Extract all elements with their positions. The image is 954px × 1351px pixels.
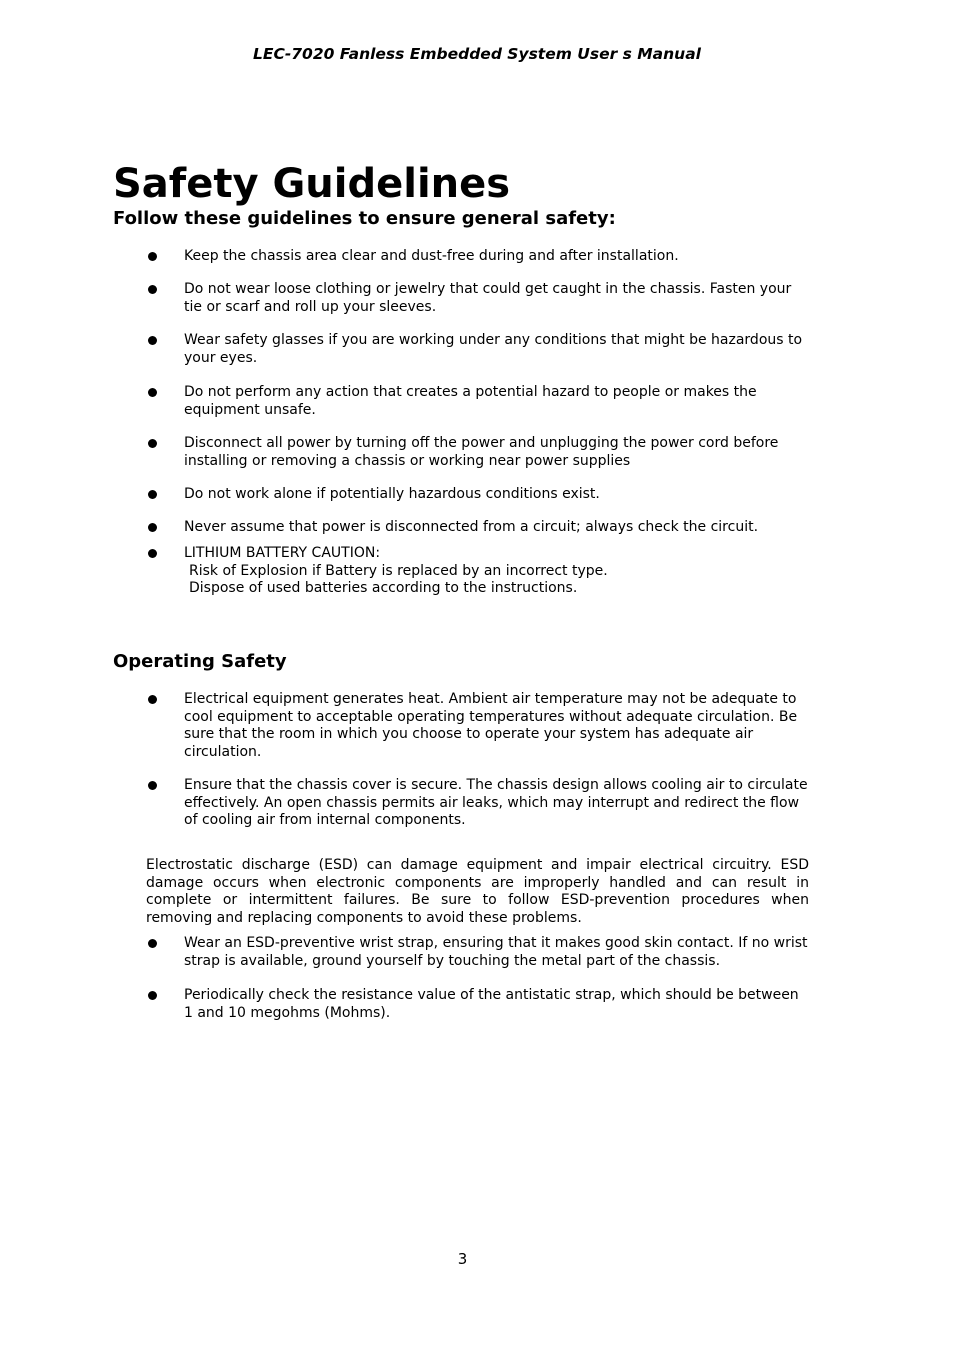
bullet-icon — [148, 695, 157, 704]
bullet-icon — [148, 490, 157, 499]
list-item-text: Do not wear loose clothing or jewelry that could get caught in the chassis. Fasten your tie or scarf and roll up your sleeves. — [184, 281, 792, 315]
list-item-text: Periodically check the resistance value of the antistatic strap, which should be between 1 and 10 megohms (Mohms). — [184, 987, 799, 1021]
list-item-text: Wear an ESD-preventive wrist strap, ensuring that it makes good skin contact. If no wrist strap is available, ground yourself by touching the metal part of the chassis. — [184, 935, 808, 969]
list-item-text: Keep the chassis area clear and dust-free during and after installation. — [184, 248, 679, 264]
page-title: Safety Guidelines — [113, 161, 511, 207]
list-item-text: Do not perform any action that creates a potential hazard to people or makes the equipment unsafe. — [184, 384, 757, 418]
section-title-operating-safety: Operating Safety — [113, 651, 287, 672]
bullet-icon — [148, 523, 157, 532]
list-item-text: Ensure that the chassis cover is secure. The chassis design allows cooling air to circulate effectively. An open chassis permits air leaks, which may interrupt and redirect the flow of cooling air from internal components. — [184, 777, 808, 828]
bullet-icon — [148, 439, 157, 448]
bullet-icon — [148, 285, 157, 294]
esd-paragraph: Electrostatic discharge (ESD) can damage equipment and impair electrical circuitry. ESD damage occurs when electronic components are improperly handled and can result in complete or intermittent failures. Be sure to follow ESD-prevention procedures when removing and replacing components to avoid these problems. — [146, 857, 809, 926]
list-item-text: Electrical equipment generates heat. Ambient air temperature may not be adequate to cool equipment to acceptable operating temperatures without adequate circulation. Be sure that the room in which you choose to operate your system has adequate air circulation. — [184, 691, 798, 760]
list-item-text: Never assume that power is disconnected from a circuit; always check the circuit. — [184, 519, 759, 535]
bullet-icon — [148, 336, 157, 345]
bullet-icon — [148, 549, 157, 558]
page-number: 3 — [457, 1250, 468, 1268]
bullet-icon — [148, 939, 157, 948]
list-item-text: Do not work alone if potentially hazardous conditions exist. — [184, 486, 600, 502]
bullet-icon — [148, 991, 157, 1000]
bullet-icon — [148, 252, 157, 261]
battery-caution-heading: LITHIUM BATTERY CAUTION: — [184, 545, 381, 561]
page-subtitle: Follow these guidelines to ensure general safety: — [113, 208, 616, 229]
bullet-icon — [148, 388, 157, 397]
bullet-icon — [148, 781, 157, 790]
list-item-text: Wear safety glasses if you are working under any conditions that might be hazardous to your eyes. — [184, 332, 803, 366]
list-item-text: Disconnect all power by turning off the power and unplugging the power cord before installing or removing a chassis or working near power supplies — [184, 435, 779, 469]
battery-caution-line: Dispose of used batteries according to the instructions. — [189, 580, 578, 596]
battery-caution-line: Risk of Explosion if Battery is replaced by an incorrect type. — [189, 562, 608, 579]
running-header: LEC-7020 Fanless Embedded System User s Manual — [252, 45, 701, 63]
